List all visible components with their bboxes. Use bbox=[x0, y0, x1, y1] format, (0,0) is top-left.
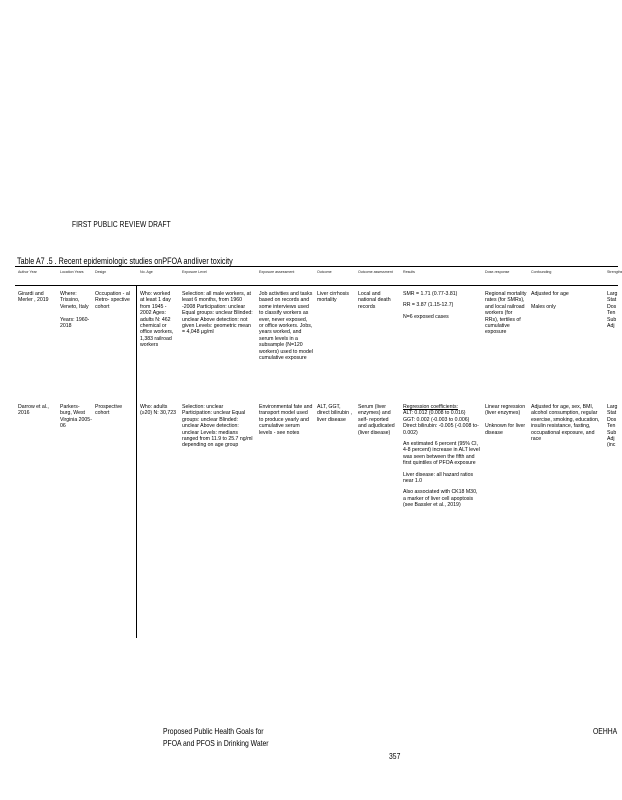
result-line: An estimated 6 percent (95% CI, 4-8 percent) increase in ALT level was seen between the fifth and first quintiles of PFOA exposure bbox=[403, 441, 480, 467]
col-outcome-assessment: Outcome assessment bbox=[358, 270, 393, 274]
col-dose-response: Dose-response bbox=[485, 270, 510, 274]
header-bottom-rule bbox=[15, 285, 618, 286]
result-line: SMR = 1.71 (0.77-3.81) bbox=[403, 291, 458, 297]
cell-confounding: Adjusted for age, sex, BMI, alcohol consumption, regular exercise, smoking, education, insulin resistance, fasting, occupational exposure, and race bbox=[531, 404, 600, 443]
footer-title-line2: PFOA and PFOS in Drinking Water bbox=[163, 738, 269, 748]
cell-results bbox=[403, 291, 481, 325]
cell-outcome-assessment: Serum (liver enzymes) and self- reported and adjudicated (liver disease) bbox=[358, 404, 395, 436]
column-separator bbox=[136, 286, 137, 638]
cell-design: Occupation - al Retro- spective cohort bbox=[95, 291, 130, 310]
draft-header: FIRST PUBLIC REVIEW DRAFT bbox=[72, 219, 171, 229]
cell-dose-response: Regional mortality rates (for SMRs), and local railroad workers (for RRs), tertiles of cumulative exposure bbox=[485, 291, 527, 336]
result-line: ALT: 0.012 (0.008 to 0.016) bbox=[403, 410, 466, 417]
cell-design: Prospective cohort bbox=[95, 404, 123, 417]
cell-results bbox=[403, 404, 481, 514]
cell-strengths: Larg Stat Dos Ten Sub Adj (inc bbox=[607, 404, 618, 449]
col-confounding: Confounding bbox=[531, 270, 552, 274]
col-number: No. Age bbox=[140, 270, 153, 274]
cell-assessment: Environmental fate and transport model used to produce yearly and cumulative serum levels - see notes bbox=[259, 404, 313, 436]
cell-location: Where: Trissino, Veneto, Italy Years: 1960- 2018 bbox=[60, 291, 90, 330]
header-top-rule bbox=[15, 266, 618, 267]
cell-author: Girardi and Merler , 2019 bbox=[18, 291, 49, 304]
result-line: N=6 exposed cases bbox=[403, 313, 449, 320]
col-author: Author Year bbox=[18, 270, 37, 274]
footer-agency: OEHHA bbox=[593, 726, 618, 736]
results-heading: Regression coefficients: bbox=[403, 404, 458, 410]
col-outcome: Outcome bbox=[317, 270, 332, 274]
cell-outcome: Liver cirrhosis mortality bbox=[317, 291, 349, 304]
cell-strengths: Larg Stat Dos Ten Sub Adj bbox=[607, 291, 618, 330]
col-results: Results bbox=[403, 270, 415, 274]
table-caption: Table A7 .5 . Recent epidemiologic studies onPFOA andliver toxicity bbox=[17, 256, 233, 266]
col-design: Design bbox=[95, 270, 107, 274]
col-location: Location Years bbox=[60, 270, 84, 274]
cell-outcome-assessment: Local and national death records bbox=[358, 291, 391, 310]
col-strengths: Strengths bbox=[607, 270, 622, 274]
cell-number: Who: worked at least 1 day from 1945 - 2002 Ages: adults N: 462 chemical or office workers, 1,383 railroad workers bbox=[140, 291, 174, 349]
cell-number: Who: adults (≥20) N: 30,723 bbox=[140, 404, 177, 417]
cell-assessment: Job activities and tasks based on records and some interviews used to classify workers as ever, never exposed, or office workers. Jobs, years worked, and serum levels in a subsample (N=120 workers) used to model cumulative exposure bbox=[259, 291, 313, 362]
cell-author: Darrow et al., 2016 bbox=[18, 404, 49, 417]
cell-dose-response: Linear regression (liver enzymes) Unknown for liver disease bbox=[485, 404, 526, 436]
footer-title-line1: Proposed Public Health Goals for bbox=[163, 726, 264, 736]
result-line: Also associated with CK18 M30, a marker of liver cell apoptosis (see Bassler et al., 2019) bbox=[403, 489, 478, 509]
cell-exposure: Selection: all male workers, at least 6 months, from 1960 -2008 Participation: unclear Equal groups: unclear Blinded: unclear Above detection: not given Levels: geometric mean = 4,048 µg/ml bbox=[182, 291, 253, 336]
result-line: Liver disease: all hazard ratios near 1.0 bbox=[403, 471, 474, 485]
cell-location: Parkers- burg, West Virginia 2005-06 bbox=[60, 404, 92, 430]
result-line: RR = 3.87 (1.15-12.7) bbox=[403, 302, 454, 309]
col-exposure: Exposure Level bbox=[182, 270, 207, 274]
result-line: GGT: 0.002 (-0.003 to 0.006) bbox=[403, 416, 470, 423]
cell-exposure: Selection: unclear Participation: unclear Equal groups: unclear Blinded: unclear Above detection: unclear Levels: medians ranged from 11.9 to 25.7 ng/ml depending on age group bbox=[182, 404, 253, 449]
cell-outcome: ALT, GGT, direct bilirubin , liver disease bbox=[317, 404, 352, 423]
page-number: 357 bbox=[389, 751, 401, 761]
cell-confounding: Adjusted for age Males only bbox=[531, 291, 569, 310]
result-line: Direct bilirubin: -0.005 (-0.008 to-0.002) bbox=[403, 423, 479, 436]
col-assessment: Exposure assessment bbox=[259, 270, 295, 274]
